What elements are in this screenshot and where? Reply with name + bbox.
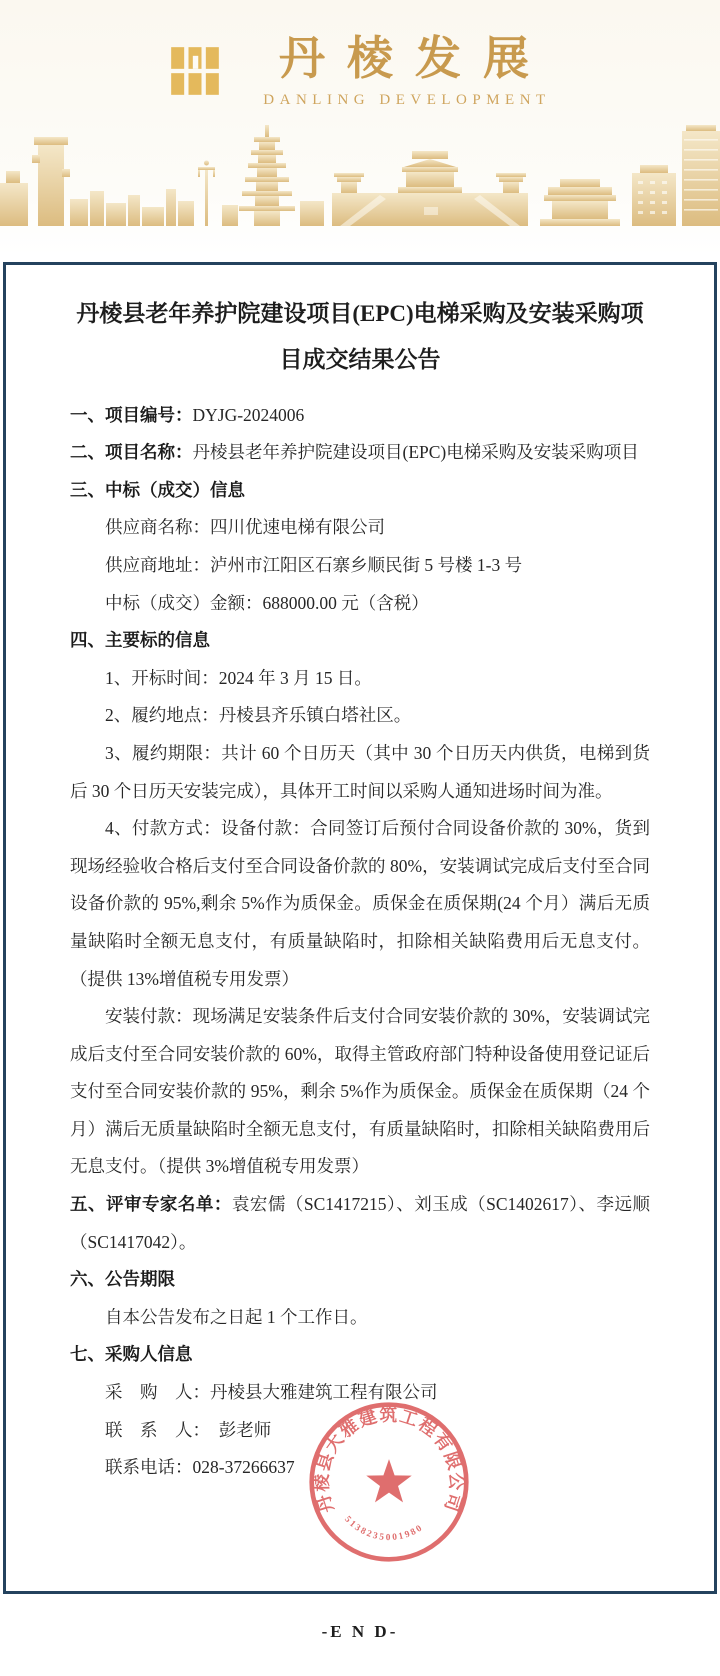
end-marker: -E N D- [321, 1621, 399, 1641]
paragraph-text: 4、付款方式：设备付款：合同签订后预付合同设备价款的 30%，货到现场经验收合格后支付至合同设备价款的 80%，安装调试完成后支付至合同设备价款的 95%,剩余 5%作为质保金。质保金在质保期(24 个月）满后无质量缺陷时全额无息支付，有质量缺陷时，扣除相关缺陷费用后无息支付。（提供 13%增值税专用发票） [70, 818, 650, 989]
doc-paragraph [70, 697, 650, 735]
logo-icon-notch [193, 56, 198, 69]
doc-paragraph [70, 397, 650, 435]
brand-name-cn: 丹棱发展 [279, 33, 551, 84]
paragraph-text: 3、履约期限：共计 60 个日历天（其中 30 个日历天内供货，电梯到货后 30 个日历天安装完成），具体开工时间以采购人通知进场时间为准。 [70, 742, 650, 801]
doc-paragraph [70, 622, 650, 660]
section-label: 七、采购人信息 [70, 1344, 193, 1365]
announcement-document [3, 262, 717, 1594]
doc-paragraph [70, 810, 650, 998]
paragraph-text: 联 系 人： 彭老师 [105, 1419, 272, 1440]
seal-company-text: 丹棱县大雅建筑工程有限公司 [311, 1404, 467, 1515]
section-label: 四、主要标的信息 [70, 630, 210, 651]
paragraph-text: DYJG-2024006 [192, 404, 305, 425]
doc-paragraph [70, 998, 650, 1186]
paragraph-text: 联系电话：028-37266637 [105, 1457, 295, 1478]
section-label: 二、项目名称： [70, 442, 193, 463]
paragraph-text: 自本公告发布之日起 1 个工作日。 [105, 1306, 368, 1327]
doc-paragraph [70, 1299, 650, 1337]
brand-logo-icon [169, 45, 221, 97]
paragraph-text: 袁宏儒（SC1417215）、刘玉成（SC1402617）、李远顺（SC1417042）。 [70, 1194, 650, 1252]
brand-logo [0, 0, 720, 109]
paragraph-text: 供应商名称：四川优速电梯有限公司 [105, 517, 385, 538]
doc-paragraph [70, 1412, 650, 1450]
doc-paragraph [70, 585, 650, 623]
doc-paragraph [70, 735, 650, 810]
brand-name-en: DANLING DEVELOPMENT [263, 91, 551, 108]
document-title: 丹棱县老年养护院建设项目(EPC)电梯采购及安装采购项目成交结果公告 [76, 300, 644, 372]
svg-text:5138235001980 [342, 1514, 425, 1543]
doc-paragraph [70, 1261, 650, 1299]
doc-paragraph [70, 1186, 650, 1261]
document-body [70, 397, 650, 1487]
doc-paragraph [70, 660, 650, 698]
paragraph-text: 安装付款：现场满足安装条件后支付合同安装价款的 30%，安装调试完成后支付至合同安装价款的 60%，取得主管政府部门特种设备使用登记证后支付至合同安装价款的 95%，剩余 5%作为质保金。质保金在质保期（24 个月）满后无质量缺陷时全额无息支付，有质量缺陷时，扣除相关缺陷费用后无息支付。（提供 3%增值税专用发票） [70, 1006, 650, 1177]
brand-header [0, 0, 720, 226]
paragraph-text: 中标（成交）金额：688000.00 元（含税） [105, 592, 429, 613]
paragraph-text: 2、履约地点：丹棱县齐乐镇白塔社区。 [105, 705, 412, 726]
section-label: 五、评审专家名单： [70, 1194, 232, 1215]
paragraph-text: 供应商地址：泸州市江阳区石寨乡顺民街 5 号楼 1-3 号 [105, 554, 523, 575]
section-label: 三、中标（成交）信息 [70, 479, 245, 500]
section-label: 一、项目编号： [70, 404, 193, 425]
paragraph-text: 采 购 人：丹棱县大雅建筑工程有限公司 [105, 1382, 438, 1403]
seal-serial-text: 5138235001980 [342, 1514, 426, 1543]
doc-paragraph [70, 509, 650, 547]
city-skyline-illustration [0, 121, 720, 226]
brand-logo-text [257, 34, 551, 109]
doc-paragraph [70, 547, 650, 585]
paragraph-text: 丹棱县老年养护院建设项目(EPC)电梯采购及安装采购项目 [192, 442, 639, 463]
section-label: 六、公告期限 [70, 1269, 175, 1290]
doc-paragraph [70, 1336, 650, 1374]
doc-paragraph [70, 472, 650, 510]
doc-paragraph [70, 1449, 650, 1487]
paragraph-text: 1、开标时间：2024 年 3 月 15 日。 [105, 667, 372, 688]
doc-paragraph [70, 1374, 650, 1412]
doc-paragraph [70, 434, 650, 472]
